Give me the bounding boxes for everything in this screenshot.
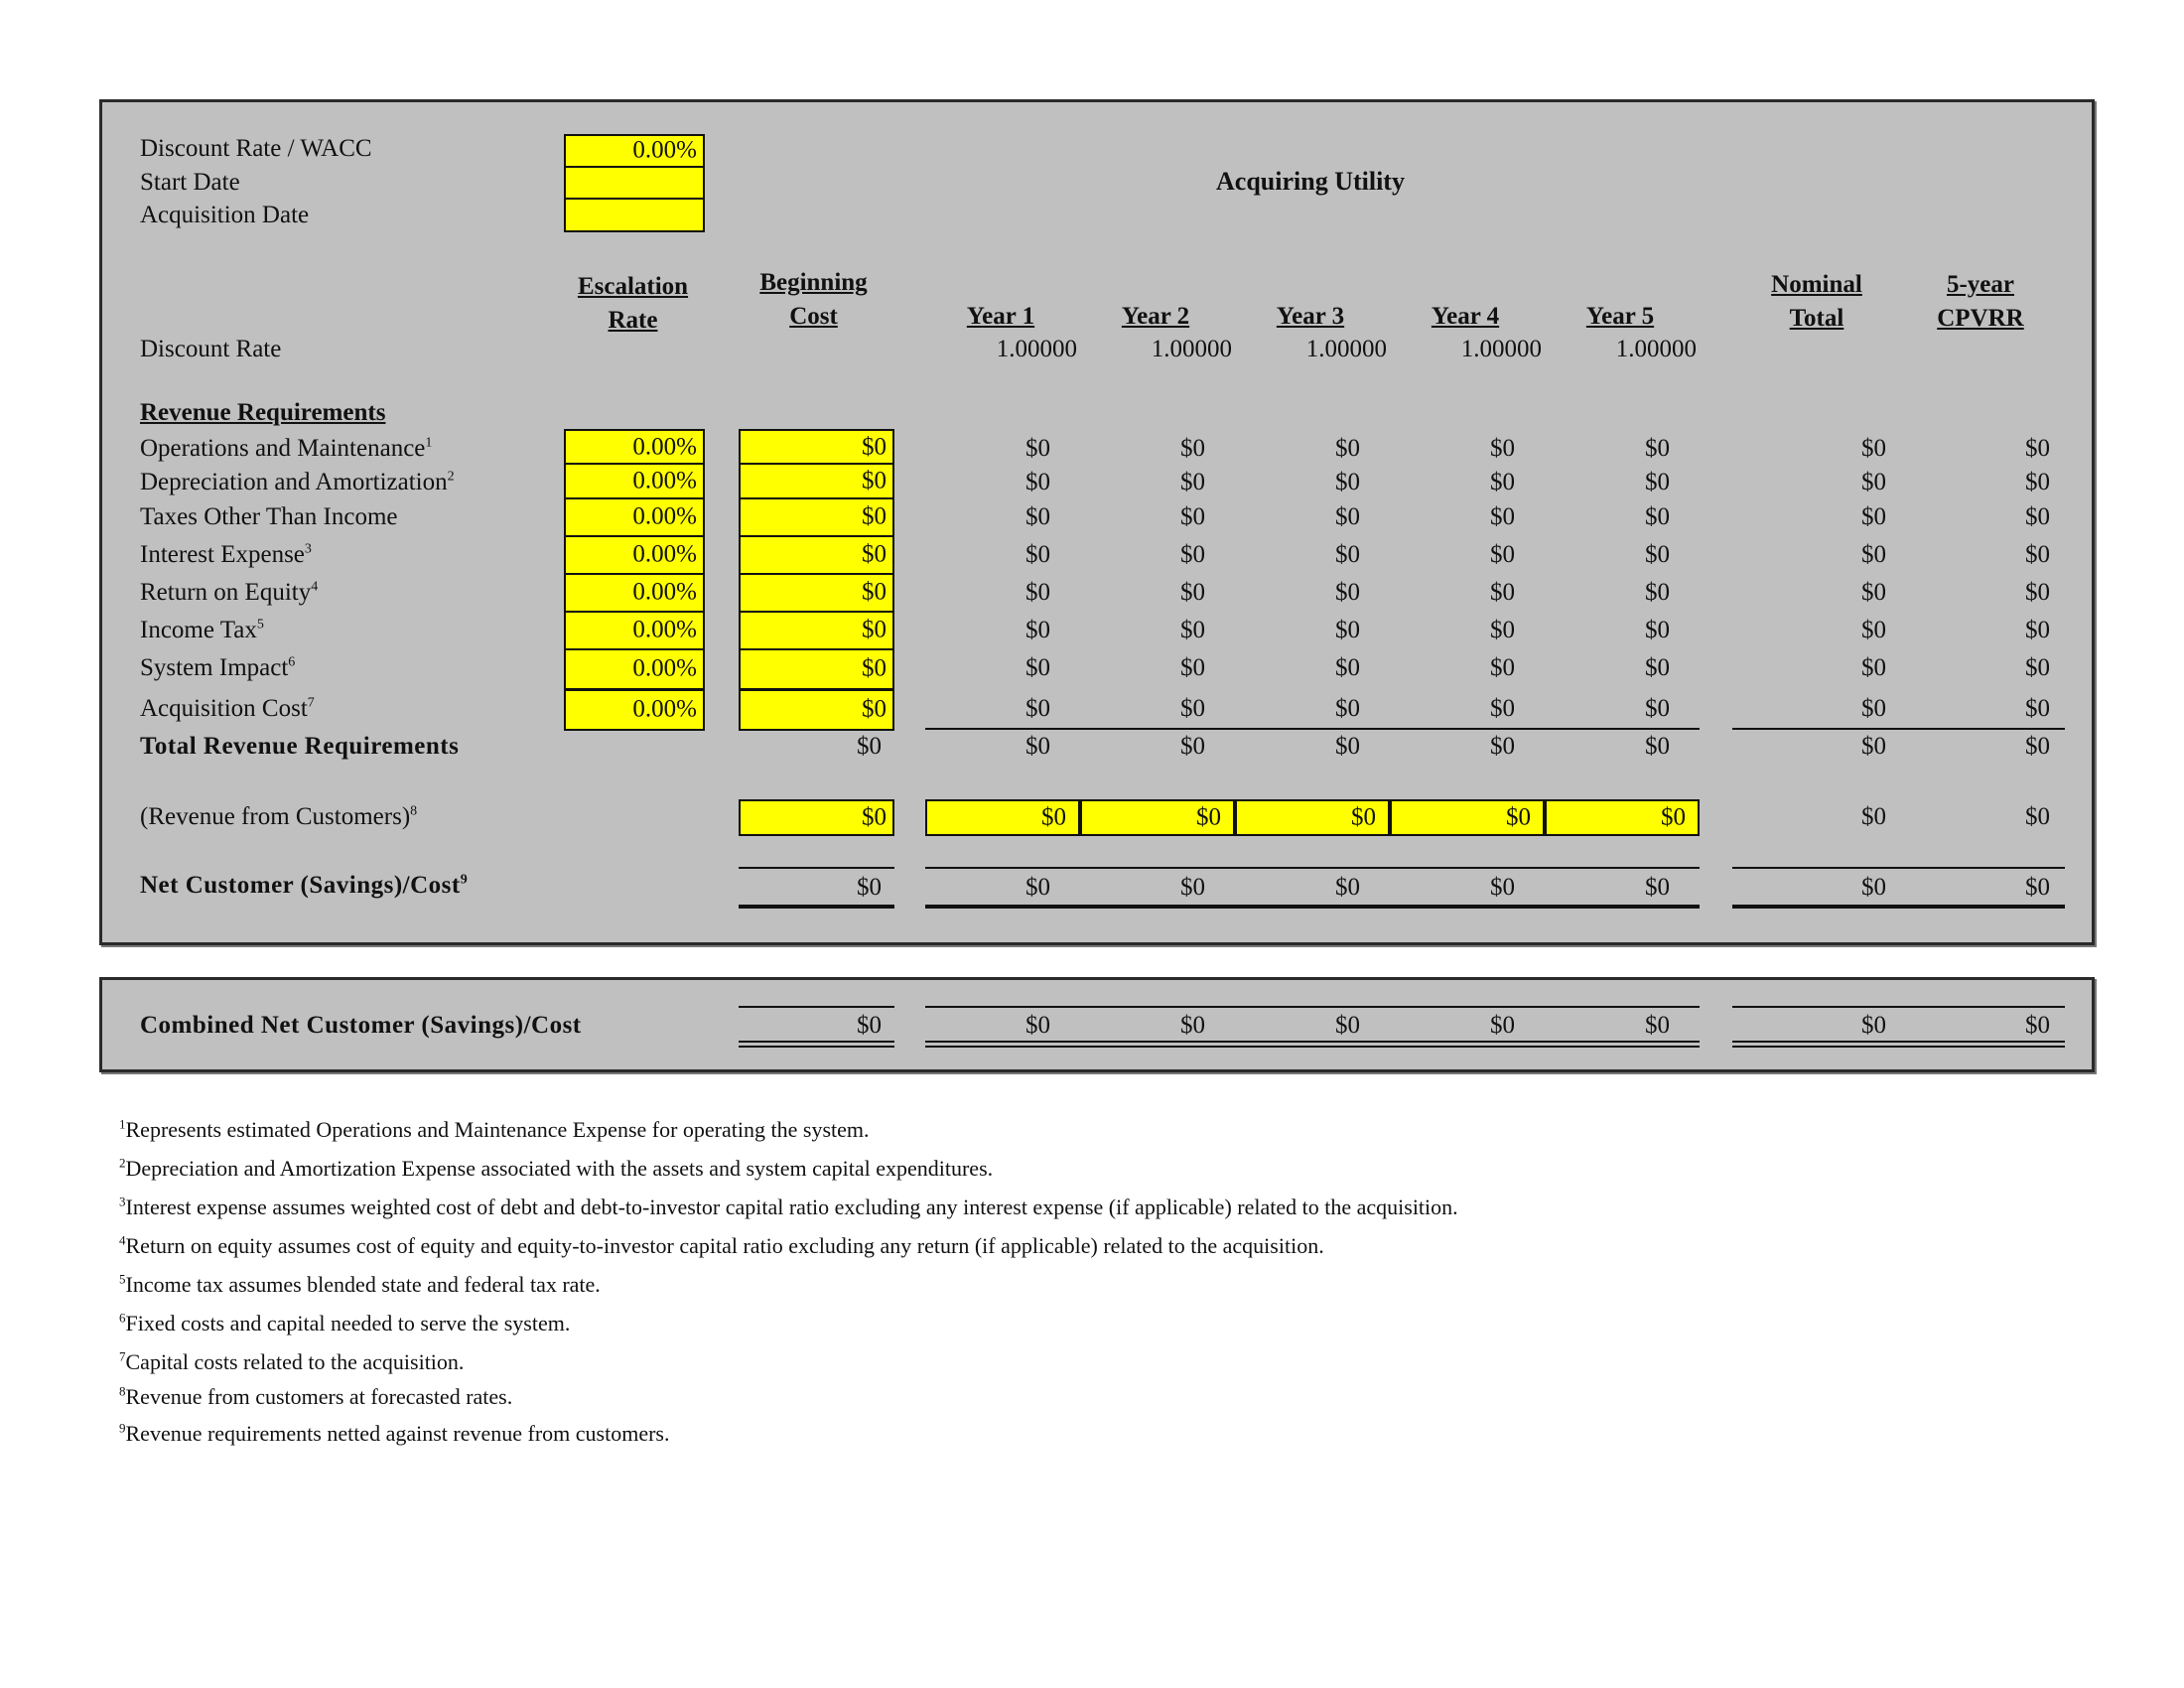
rr-year-1-value: $0 <box>1025 617 1050 643</box>
rr-year-2-value: $0 <box>1180 695 1205 722</box>
rule-net-years-top <box>925 867 1700 869</box>
escalation-rate-value: 0.00% <box>632 433 697 461</box>
rr-nominal-value: $0 <box>1861 654 1886 681</box>
footnote-text: Capital costs related to the acquisition. <box>125 1349 465 1374</box>
rr-nominal-value: $0 <box>1861 695 1886 722</box>
revenue-year-1-value: $0 <box>1041 802 1066 830</box>
net-year-2: $0 <box>1180 874 1205 901</box>
footnote-text: Interest expense assumes weighted cost of debt and debt-to-investor capital ratio excluding any interest expense (if applicable) related to the acquisition. <box>125 1195 1458 1219</box>
escalation-rate-value: 0.00% <box>632 502 697 530</box>
rr-year-2-value: $0 <box>1180 469 1205 495</box>
acquisition-date-label: Acquisition Date <box>140 202 310 228</box>
rr-year-3-value: $0 <box>1335 695 1360 722</box>
revenue-year-2-value: $0 <box>1196 802 1221 830</box>
footnote-ref: 5 <box>256 617 264 633</box>
footnote-number: 7 <box>119 1348 126 1364</box>
rr-year-5-value: $0 <box>1645 503 1670 530</box>
escalation-rate-input[interactable] <box>564 497 705 537</box>
rr-year-1-value: $0 <box>1025 654 1050 681</box>
rule-years-above-total <box>925 728 1700 730</box>
total-row-label: Total Revenue Requirements <box>140 733 460 760</box>
header-year-5: Year 5 <box>1585 303 1655 330</box>
revenue-year-1-input[interactable] <box>925 799 1080 836</box>
discount-rate-row-label: Discount Rate <box>140 336 282 362</box>
rr-year-1-value: $0 <box>1025 541 1050 568</box>
rr-nominal-value: $0 <box>1861 435 1886 462</box>
rule-net-begin-top <box>739 867 894 869</box>
rr-year-4-value: $0 <box>1490 541 1515 568</box>
rr-year-5-value: $0 <box>1645 469 1670 495</box>
total-year-1: $0 <box>1025 733 1050 760</box>
footnote-number: 9 <box>119 1420 126 1436</box>
rr-year-3-value: $0 <box>1335 503 1360 530</box>
footnote-number: 6 <box>119 1310 126 1326</box>
rr-row-label-text: Acquisition Cost <box>140 695 308 722</box>
rr-nominal-value: $0 <box>1861 503 1886 530</box>
revenue-nominal: $0 <box>1861 803 1886 830</box>
footnote-item <box>119 1156 993 1182</box>
rr-year-4-value: $0 <box>1490 579 1515 606</box>
rr-row-label-text: Interest Expense <box>140 541 305 568</box>
beginning-cost-value: $0 <box>862 578 887 606</box>
beginning-cost-value: $0 <box>862 695 887 723</box>
beginning-cost-input[interactable] <box>739 573 894 613</box>
rr-year-2-value: $0 <box>1180 503 1205 530</box>
rr-year-2-value: $0 <box>1180 435 1205 462</box>
rr-year-4-value: $0 <box>1490 469 1515 495</box>
footnote-number: 3 <box>119 1194 126 1209</box>
footnote-text: Revenue from customers at forecasted rates. <box>125 1384 513 1409</box>
rule-combined-totals-top <box>1732 1006 2065 1008</box>
acquisition-date-input[interactable] <box>564 198 705 232</box>
rr-year-3-value: $0 <box>1335 435 1360 462</box>
rr-row-label-text: Taxes Other Than Income <box>140 503 398 530</box>
rule-combined-begin-top <box>739 1006 894 1008</box>
net-nominal: $0 <box>1861 874 1886 901</box>
rr-row-label-text: Operations and Maintenance <box>140 435 426 462</box>
escalation-rate-input[interactable] <box>564 463 705 500</box>
rule-totals-above-total <box>1732 728 2065 730</box>
net-year-4: $0 <box>1490 874 1515 901</box>
rr-year-5-value: $0 <box>1645 654 1670 681</box>
rr-row-label <box>140 654 295 682</box>
net-row-label: Net Customer (Savings)/Cost$^9$ <box>140 872 469 899</box>
rr-nominal-value: $0 <box>1861 617 1886 643</box>
revenue-year-3-input[interactable] <box>1235 799 1390 836</box>
footnote-item <box>119 1195 1458 1220</box>
rr-year-3-value: $0 <box>1335 579 1360 606</box>
rr-cpvrr-value: $0 <box>2025 541 2050 568</box>
net-year-3: $0 <box>1335 874 1360 901</box>
combined-year-4: $0 <box>1490 1012 1515 1039</box>
rr-row-label <box>140 579 318 607</box>
rr-cpvrr-value: $0 <box>2025 435 2050 462</box>
escalation-rate-input[interactable] <box>564 689 705 731</box>
rr-row-label-text: Depreciation and Amortization <box>140 469 448 495</box>
discount-rate-wacc-label: Discount Rate / WACC <box>140 135 372 162</box>
rr-row-label <box>140 503 398 531</box>
footnote-item <box>119 1117 870 1143</box>
beginning-cost-value: $0 <box>862 540 887 568</box>
discount-factor-year-2: 1.00000 <box>1151 336 1232 362</box>
header-nominal-total: Nominal Total <box>1771 271 1862 332</box>
beginning-cost-value: $0 <box>862 467 887 494</box>
rr-year-1-value: $0 <box>1025 695 1050 722</box>
rr-row-label <box>140 617 264 644</box>
rr-row-label <box>140 541 312 569</box>
rr-year-3-value: $0 <box>1335 541 1360 568</box>
footnote-ref: 2 <box>447 469 455 485</box>
footnote-item <box>119 1311 570 1336</box>
rule-combined-years-bottom <box>925 1041 1700 1048</box>
rr-year-1-value: $0 <box>1025 469 1050 495</box>
escalation-rate-value: 0.00% <box>632 578 697 606</box>
combined-cpvrr: $0 <box>2025 1012 2050 1039</box>
beginning-cost-input[interactable] <box>739 497 894 537</box>
rr-year-4-value: $0 <box>1490 503 1515 530</box>
footnote-ref: 7 <box>307 695 315 711</box>
rr-year-2-value: $0 <box>1180 579 1205 606</box>
revenue-cpvrr: $0 <box>2025 803 2050 830</box>
rr-year-1-value: $0 <box>1025 579 1050 606</box>
rr-row-label-text: System Impact <box>140 654 289 681</box>
rr-nominal-value: $0 <box>1861 469 1886 495</box>
beginning-cost-input[interactable] <box>739 648 894 690</box>
rule-combined-begin-bottom <box>739 1041 894 1048</box>
combined-year-2: $0 <box>1180 1012 1205 1039</box>
combined-begin: $0 <box>857 1012 882 1039</box>
revenue-year-5-value: $0 <box>1661 802 1686 830</box>
footnote-text: Revenue requirements netted against revenue from customers. <box>125 1421 670 1446</box>
rr-cpvrr-value: $0 <box>2025 617 2050 643</box>
revenue-row-label: (Revenue from Customers)$^8$ <box>140 803 418 830</box>
escalation-rate-value: 0.00% <box>632 467 697 494</box>
rr-year-3-value: $0 <box>1335 469 1360 495</box>
total-year-5: $0 <box>1645 733 1670 760</box>
beginning-cost-input[interactable] <box>739 611 894 650</box>
discount-factor-year-1: 1.00000 <box>996 336 1077 362</box>
discount-factor-year-5: 1.00000 <box>1615 336 1697 362</box>
escalation-rate-input[interactable] <box>564 429 705 467</box>
rr-year-5-value: $0 <box>1645 695 1670 722</box>
rr-year-5-value: $0 <box>1645 435 1670 462</box>
rr-year-5-value: $0 <box>1645 541 1670 568</box>
footnote-ref: 6 <box>288 654 296 670</box>
footnote-text: Return on equity assumes cost of equity and equity-to-investor capital ratio excluding any return (if applicable) related to the acquisition. <box>125 1233 1324 1258</box>
footnote-number: 2 <box>119 1155 126 1171</box>
footnote-item <box>119 1349 464 1375</box>
revenue-year-5-input[interactable] <box>1545 799 1700 836</box>
rule-net-begin-bottom <box>739 905 894 909</box>
beginning-cost-value: $0 <box>862 502 887 530</box>
combined-year-1: $0 <box>1025 1012 1050 1039</box>
revenue-year-3-value: $0 <box>1351 802 1376 830</box>
rr-year-1-value: $0 <box>1025 503 1050 530</box>
escalation-rate-input[interactable] <box>564 648 705 690</box>
rule-net-years-bottom <box>925 905 1700 909</box>
rule-combined-years-top <box>925 1006 1700 1008</box>
combined-nominal: $0 <box>1861 1012 1886 1039</box>
discount-factor-year-4: 1.00000 <box>1460 336 1542 362</box>
rr-year-3-value: $0 <box>1335 654 1360 681</box>
header-year-2: Year 2 <box>1121 303 1190 330</box>
escalation-rate-value: 0.00% <box>632 654 697 682</box>
escalation-rate-input[interactable] <box>564 535 705 575</box>
header-escalation-rate: Escalation Rate <box>577 273 689 334</box>
beginning-cost-input[interactable] <box>739 689 894 731</box>
footnote-item <box>119 1384 512 1410</box>
total-year-3: $0 <box>1335 733 1360 760</box>
rr-cpvrr-value: $0 <box>2025 579 2050 606</box>
rr-year-1-value: $0 <box>1025 435 1050 462</box>
beginning-cost-input[interactable] <box>739 429 894 467</box>
discount-rate-input[interactable]: 0.00% <box>564 134 705 168</box>
footnote-item <box>119 1233 1324 1259</box>
footnote-text: Represents estimated Operations and Maintenance Expense for operating the system. <box>125 1117 870 1142</box>
header-5-year-cpvrr: 5-year CPVRR <box>1937 271 2024 332</box>
rr-year-4-value: $0 <box>1490 654 1515 681</box>
escalation-rate-input[interactable] <box>564 573 705 613</box>
total-year-2: $0 <box>1180 733 1205 760</box>
beginning-cost-value: $0 <box>862 654 887 682</box>
total-nominal: $0 <box>1861 733 1886 760</box>
footnote-ref: 4 <box>311 579 319 595</box>
escalation-rate-value: 0.00% <box>632 540 697 568</box>
footnote-text: Income tax assumes blended state and federal tax rate. <box>125 1272 601 1297</box>
rr-cpvrr-value: $0 <box>2025 503 2050 530</box>
beginning-cost-input[interactable] <box>739 463 894 500</box>
rr-year-2-value: $0 <box>1180 617 1205 643</box>
section-title: Acquiring Utility <box>1216 167 1405 196</box>
escalation-rate-input[interactable] <box>564 611 705 650</box>
total-year-4: $0 <box>1490 733 1515 760</box>
combined-year-3: $0 <box>1335 1012 1360 1039</box>
rule-combined-totals-bottom <box>1732 1041 2065 1048</box>
footnote-number: 5 <box>119 1271 126 1287</box>
footnote-number: 8 <box>119 1383 126 1399</box>
escalation-rate-value: 0.00% <box>632 616 697 643</box>
footnote-ref: 1 <box>425 435 433 451</box>
beginning-cost-input[interactable] <box>739 535 894 575</box>
rr-row-label <box>140 469 455 496</box>
rr-row-label-text: Return on Equity <box>140 579 312 606</box>
rr-year-4-value: $0 <box>1490 435 1515 462</box>
total-cpvrr: $0 <box>2025 733 2050 760</box>
rr-nominal-value: $0 <box>1861 579 1886 606</box>
rr-cpvrr-value: $0 <box>2025 654 2050 681</box>
net-year-5: $0 <box>1645 874 1670 901</box>
rr-year-2-value: $0 <box>1180 541 1205 568</box>
rule-net-totals-bottom <box>1732 905 2065 909</box>
footnote-item <box>119 1272 601 1298</box>
rr-year-2-value: $0 <box>1180 654 1205 681</box>
footnote-text: Fixed costs and capital needed to serve the system. <box>125 1311 571 1336</box>
net-year-1: $0 <box>1025 874 1050 901</box>
header-beginning-cost: Beginning Cost <box>759 269 868 330</box>
rr-cpvrr-value: $0 <box>2025 469 2050 495</box>
revenue-year-2-input[interactable] <box>1080 799 1235 836</box>
header-year-4: Year 4 <box>1431 303 1500 330</box>
footnote-item <box>119 1421 669 1447</box>
header-year-3: Year 3 <box>1276 303 1345 330</box>
escalation-rate-value: 0.00% <box>632 695 697 723</box>
footnote-number: 1 <box>119 1116 126 1132</box>
total-begin: $0 <box>857 733 882 760</box>
net-begin: $0 <box>857 874 882 901</box>
footnote-text: Depreciation and Amortization Expense associated with the assets and system capital expenditures. <box>125 1156 994 1181</box>
revenue-year-4-value: $0 <box>1506 802 1531 830</box>
rule-net-totals-top <box>1732 867 2065 869</box>
rr-year-4-value: $0 <box>1490 695 1515 722</box>
rr-cpvrr-value: $0 <box>2025 695 2050 722</box>
rr-nominal-value: $0 <box>1861 541 1886 568</box>
footnote-ref: 3 <box>304 541 312 557</box>
rr-year-4-value: $0 <box>1490 617 1515 643</box>
footnote-number: 4 <box>119 1232 126 1248</box>
net-cpvrr: $0 <box>2025 874 2050 901</box>
rr-row-label-text: Income Tax <box>140 617 257 643</box>
beginning-cost-value: $0 <box>862 616 887 643</box>
rr-row-label <box>140 695 315 723</box>
combined-year-5: $0 <box>1645 1012 1670 1039</box>
revenue-year-4-input[interactable] <box>1390 799 1545 836</box>
rr-year-5-value: $0 <box>1645 617 1670 643</box>
header-year-1: Year 1 <box>966 303 1035 330</box>
revenue-begin-input[interactable]: $0 <box>739 799 894 836</box>
rr-year-3-value: $0 <box>1335 617 1360 643</box>
beginning-cost-value: $0 <box>862 433 887 461</box>
start-date-input[interactable] <box>564 166 705 200</box>
rr-row-label <box>140 435 432 463</box>
start-date-label: Start Date <box>140 169 240 196</box>
discount-factor-year-3: 1.00000 <box>1305 336 1387 362</box>
combined-row-label: Combined Net Customer (Savings)/Cost <box>140 1012 582 1039</box>
rr-year-5-value: $0 <box>1645 579 1670 606</box>
revenue-requirements-heading: Revenue Requirements <box>140 399 386 426</box>
